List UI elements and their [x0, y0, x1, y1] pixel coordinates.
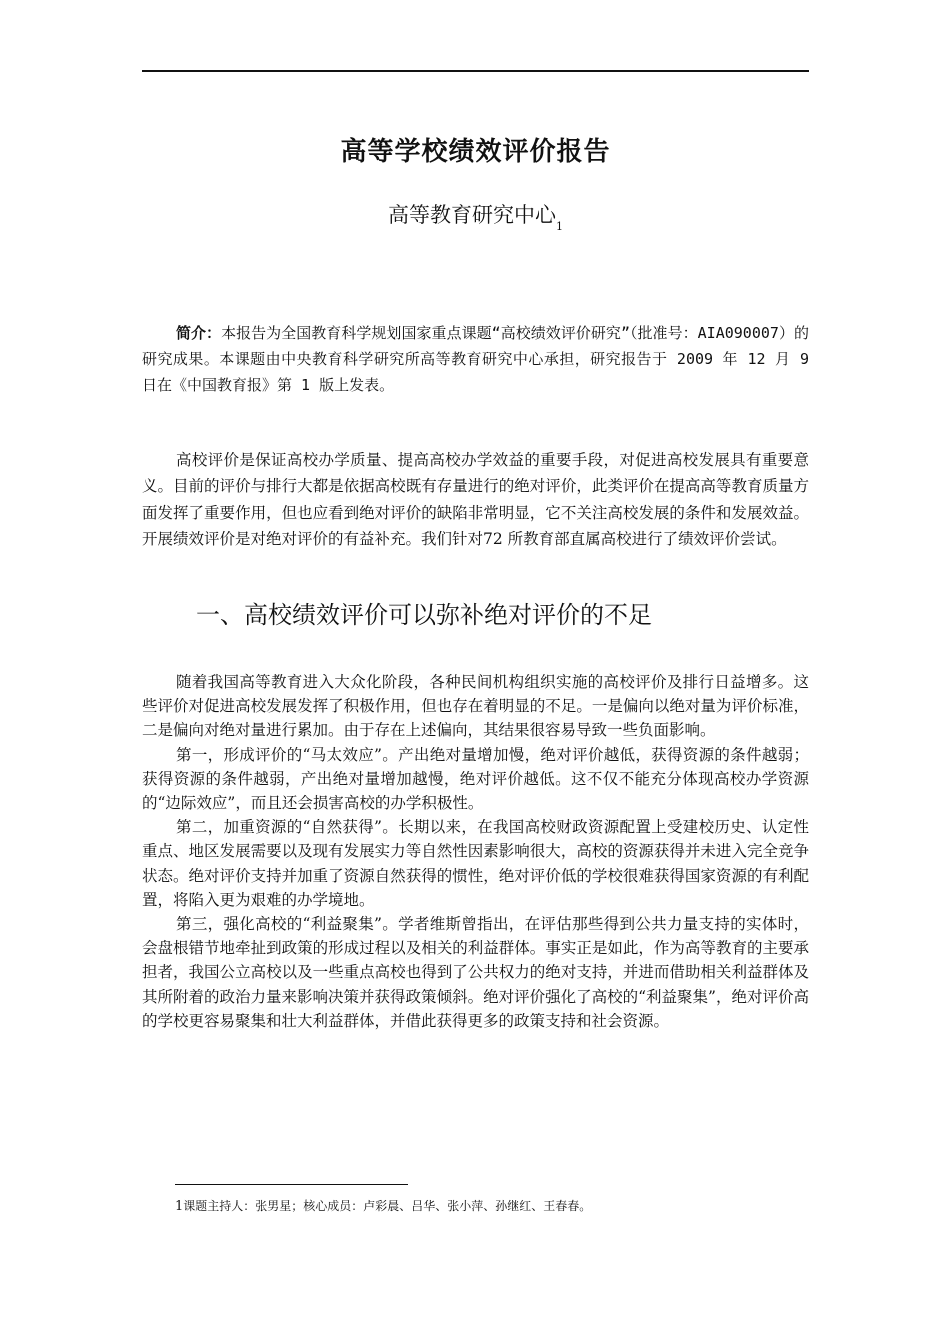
body-paragraph: 随着我国高等教育进入大众化阶段，各种民间机构组织实施的高校评价及排行日益增多。这些评价对促进高校发展发挥了积极作用，但也存在着明显的不足。一是偏向以绝对量为评价标准，二是偏向对绝对量进行累加。由于存在上述偏向，其结果很容易导致一些负面影响。 [142, 673, 809, 740]
section-body [142, 670, 809, 1033]
section-heading: 一、高校绩效评价可以弥补绝对评价的不足 [196, 601, 652, 629]
document-author [142, 199, 809, 233]
author-footnote-mark: 1 [556, 220, 563, 233]
header-rule [142, 70, 809, 72]
footnote-text: 课题主持人：张男星；核心成员：卢彩晨、吕华、张小萍、孙继红、王春春。 [183, 1199, 592, 1213]
footnote-rule [175, 1184, 408, 1185]
intro-paragraph: 高校评价是保证高校办学质量、提高高校办学效益的重要手段，对促进高校发展具有重要意义。目前的评价与排行大都是依据高校既有存量进行的绝对评价，此类评价在提高高等教育质量方面发挥了重要作用，但也应看到绝对评价的缺陷非常明显，它不关注高校发展的条件和发展效益。开展绩效评价是对绝对评价的有益补充。我们针对72 所教育部直属高校进行了绩效评价尝试。 [142, 451, 809, 549]
body-paragraph: 第二，加重资源的“自然获得”。长期以来，在我国高校财政资源配置上受建校历史、认定性重点、地区发展需要以及现有发展实力等自然性因素影响很大，高校的资源获得并未进入完全竞争状态。绝对评价支持并加重了资源自然获得的惯性，绝对评价低的学校很难获得国家资源的有利配置，将陷入更为艰难的办学境地。 [142, 818, 809, 909]
abstract [142, 320, 809, 398]
document-title: 高等学校绩效评价报告 [340, 137, 611, 167]
footnote [175, 1197, 815, 1216]
body-paragraph: 第一，形成评价的“马太效应”。产出绝对量增加慢，绝对评价越低，获得资源的条件越弱；获得资源的条件越弱，产出绝对量增加越慢，绝对评价越低。这不仅不能充分体现高校办学资源的“边际效应”，而且还会损害高校的办学积极性。 [142, 745, 809, 813]
abstract-text: 本报告为全国教育科学规划国家重点课题“高校绩效评价研究”（批准号：AIA090007）的研究成果。本课题由中央教育科学研究所高等教育研究中心承担，研究报告于 2009 年 12 月 9 日在《中国教育报》第 1 版上发表。 [142, 324, 809, 394]
abstract-label: 简介： [176, 324, 222, 342]
footnote-mark: 1 [175, 1199, 184, 1214]
body-paragraph: 第三，强化高校的“利益聚集”。学者维斯曾指出，在评估那些得到公共力量支持的实体时，会盘根错节地牵扯到政策的形成过程以及相关的利益群体。事实正是如此，作为高等教育的主要承担者，我国公立高校以及一些重点高校也得到了公共权力的绝对支持，并进而借助相关利益群体及其所附着的政治力量来影响决策并获得政策倾斜。绝对评价强化了高校的“利益聚集”，绝对评价高的学校更容易聚集和壮大利益群体，并借此获得更多的政策支持和社会资源。 [142, 915, 809, 1030]
author-name: 高等教育研究中心 [388, 203, 556, 227]
